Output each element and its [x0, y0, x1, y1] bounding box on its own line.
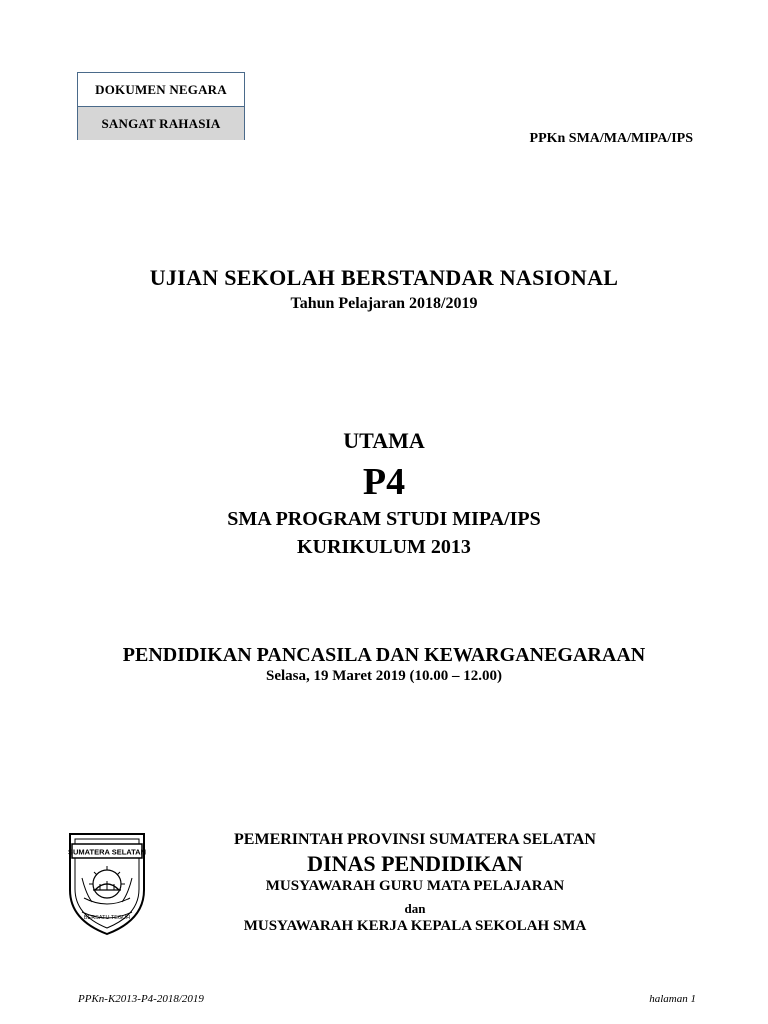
- svg-text:SUMATERA SELATAN: SUMATERA SELATAN: [67, 847, 147, 857]
- classification-box: [77, 72, 245, 140]
- classification-line-2: SANGAT RAHASIA: [78, 107, 244, 140]
- subject-code-label: PPKn SMA/MA/MIPA/IPS: [529, 131, 693, 146]
- curriculum: KURIKULUM 2013: [297, 536, 471, 558]
- svg-text:BERSATU TEGUH: BERSATU TEGUH: [83, 915, 131, 921]
- conjunction-text: dan: [404, 901, 426, 916]
- classification-line-1: DOKUMEN NEGARA: [78, 73, 244, 107]
- footer-page-number: halaman 1: [649, 993, 696, 1005]
- study-program: SMA PROGRAM STUDI MIPA/IPS: [227, 508, 541, 530]
- exam-date: Selasa, 19 Maret 2019 (10.00 – 12.00): [266, 668, 502, 684]
- paper-code: P4: [362, 461, 406, 503]
- principal-forum: MUSYAWARAH KERJA KEPALA SEKOLAH SMA: [243, 918, 587, 934]
- provincial-coat-of-arms-icon: [64, 828, 150, 938]
- office-name: DINAS PENDIDIKAN: [307, 851, 523, 876]
- paper-version-label: UTAMA: [343, 428, 425, 453]
- exam-title: UJIAN SEKOLAH BERSTANDAR NASIONAL: [149, 265, 619, 290]
- government-name: PEMERINTAH PROVINSI SUMATERA SELATAN: [234, 831, 596, 848]
- academic-year: Tahun Pelajaran 2018/2019: [290, 295, 478, 312]
- subject-name: PENDIDIKAN PANCASILA DAN KEWARGANEGARAAN: [122, 644, 646, 666]
- teacher-forum: MUSYAWARAH GURU MATA PELAJARAN: [265, 878, 565, 894]
- footer-document-code: PPKn-K2013-P4-2018/2019: [78, 993, 204, 1005]
